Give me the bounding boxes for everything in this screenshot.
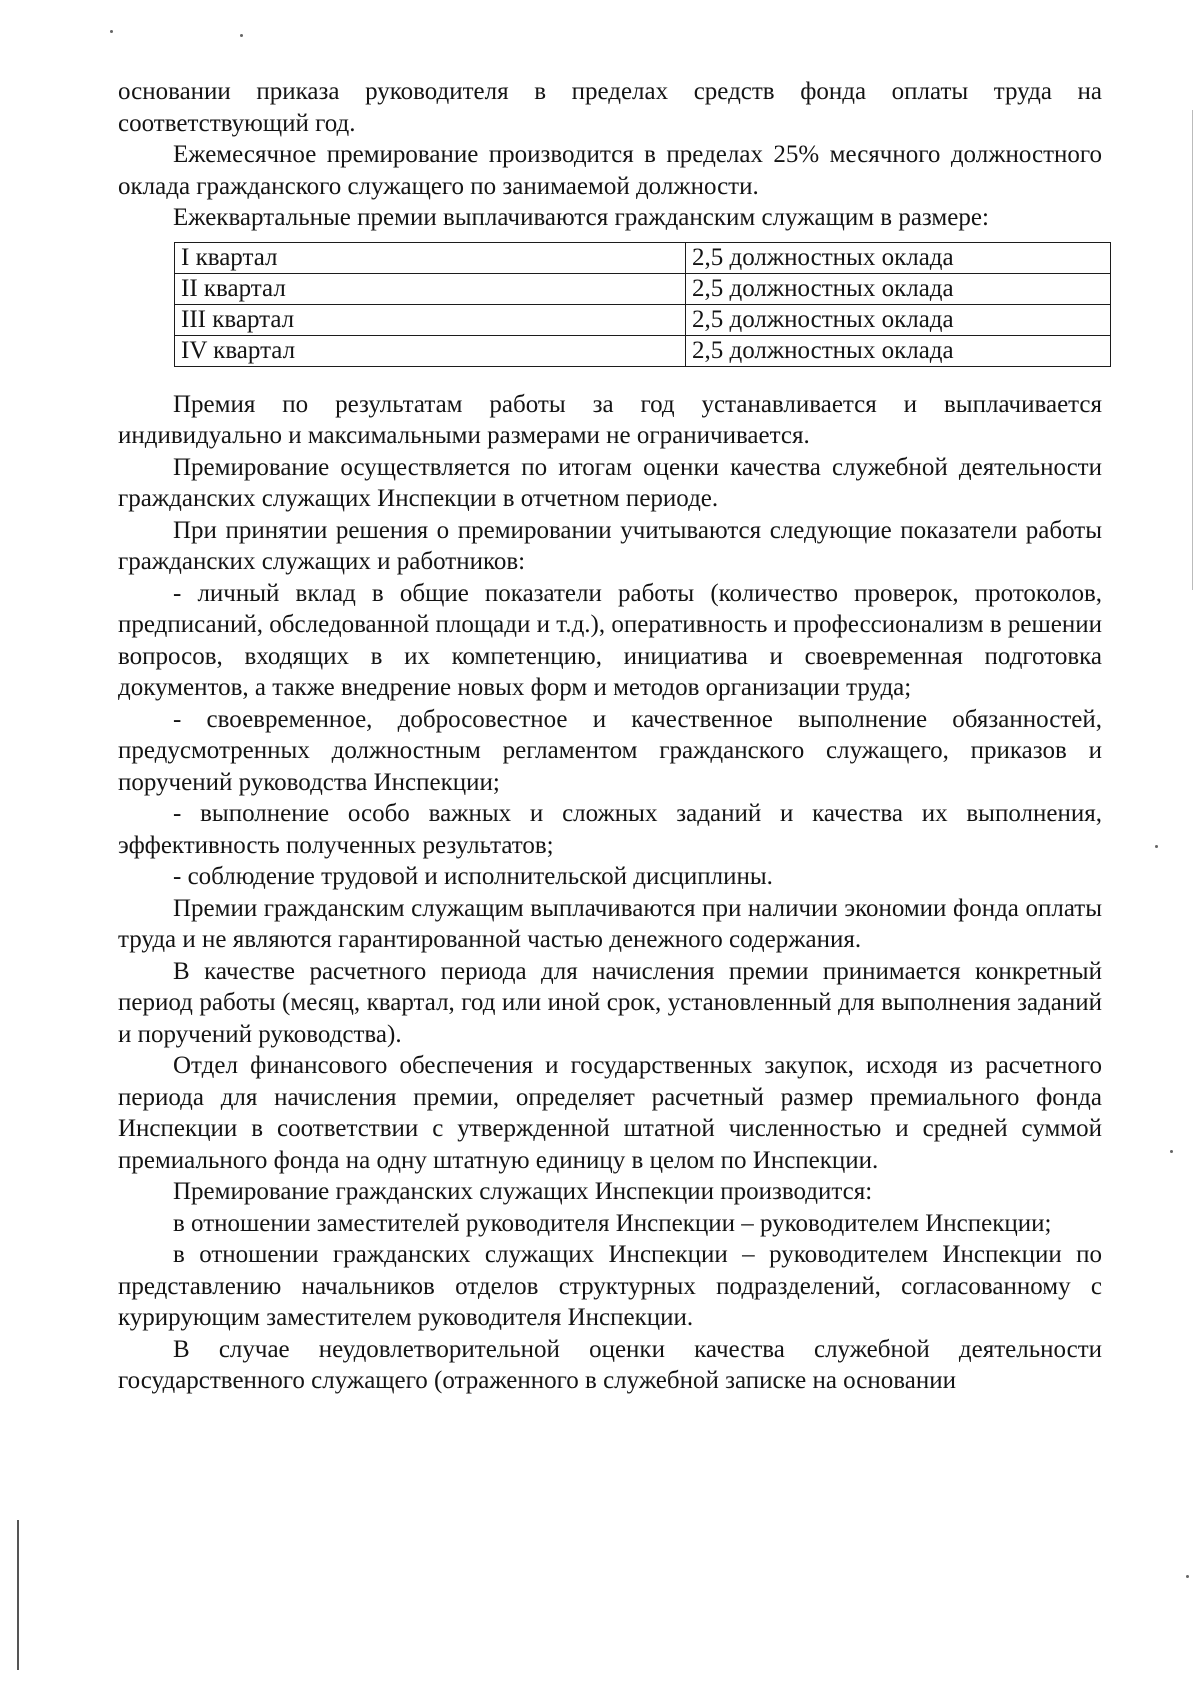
document-page [118, 76, 1102, 1397]
paragraph: Отдел финансового обеспечения и государственных закупок, исходя из расчетного периода для начисления премии, определяет расчетный размер премиального фонда Инспекции в соответствии с утвержденной штатной численностью и средней суммой премиального фонда на одну штатную единицу в целом по Инспекции. [118, 1052, 1102, 1174]
table-cell-quarter: I квартал [175, 242, 686, 273]
paragraph: В качестве расчетного периода для начисления премии принимается конкретный период работы (месяц, квартал, год или иной срок, установленный для выполнения заданий и поручений руководства). [118, 957, 1102, 1048]
table-cell-quarter: IV квартал [175, 335, 686, 366]
paragraph: Премия по результатам работы за год устанавливается и выплачивается индивидуально и максимальными размерами не ограничивается. [118, 390, 1102, 449]
paragraph: Премирование гражданских служащих Инспекции производится: [173, 1178, 873, 1205]
table-cell-quarter: III квартал [175, 304, 686, 335]
scan-speck [1155, 845, 1158, 848]
paragraph: основании приказа руководителя в пределах средств фонда оплаты труда на соответствующий год. [118, 78, 1102, 137]
list-item: - личный вклад в общие показатели работы (количество проверок, протоколов, предписаний, обследованной площади и т.д.), оперативность и профессионализм в решении вопросов, входящих в их компетенцию, инициатива и своевременная подготовка документов, а также внедрение новых форм и методов организации труда; [118, 579, 1102, 701]
table-cell-amount: 2,5 должностных оклада [686, 273, 1111, 304]
paragraph: Премии гражданским служащим выплачиваются при наличии экономии фонда оплаты труда и не являются гарантированной частью денежного содержания. [118, 894, 1102, 953]
scan-edge-line [17, 1520, 19, 1670]
paragraph: в отношении гражданских служащих Инспекции – руководителем Инспекции по представлению начальников отделов структурных подразделений, согласованному с курирующим заместителем руководителя Инспекции. [118, 1241, 1102, 1331]
table-row [175, 335, 1111, 366]
list-item: - выполнение особо важных и сложных заданий и качества их выполнения, эффективность полученных результатов; [118, 800, 1102, 859]
table-cell-amount: 2,5 должностных оклада [686, 242, 1111, 273]
paragraph: в отношении заместителей руководителя Инспекции – руководителем Инспекции; [173, 1209, 1052, 1237]
table-cell-amount: 2,5 должностных оклада [686, 335, 1111, 366]
paragraph: В случае неудовлетворительной оценки качества служебной деятельности государственного служащего (отраженного в служебной записке на основании [118, 1335, 1102, 1394]
paragraph: Ежемесячное премирование производится в пределах 25% месячного должностного оклада гражданского служащего по занимаемой должности. [118, 141, 1102, 200]
scan-edge-line [1192, 110, 1193, 590]
table-row [175, 242, 1111, 273]
scan-speck [1170, 1150, 1173, 1153]
quarter-bonus-table [174, 242, 1102, 367]
table-row [175, 273, 1111, 304]
table-cell-quarter: II квартал [175, 273, 686, 304]
paragraph: При принятии решения о премировании учитываются следующие показатели работы гражданских служащих и работников: [118, 516, 1102, 575]
table-cell-amount: 2,5 должностных оклада [686, 304, 1111, 335]
paragraph: Премирование осуществляется по итогам оценки качества служебной деятельности гражданских служащих Инспекции в отчетном периоде. [118, 453, 1102, 512]
scan-speck [110, 30, 113, 33]
paragraph: Ежеквартальные премии выплачиваются гражданским служащим в размере: [173, 204, 989, 231]
list-item: - соблюдение трудовой и исполнительской дисциплины. [173, 863, 773, 890]
table-row [175, 304, 1111, 335]
scan-speck [1186, 1575, 1189, 1578]
list-item: - своевременное, добросовестное и качественное выполнение обязанностей, предусмотренных должностным регламентом гражданского служащего, приказов и поручений руководства Инспекции; [118, 705, 1102, 796]
scan-speck [240, 34, 243, 37]
